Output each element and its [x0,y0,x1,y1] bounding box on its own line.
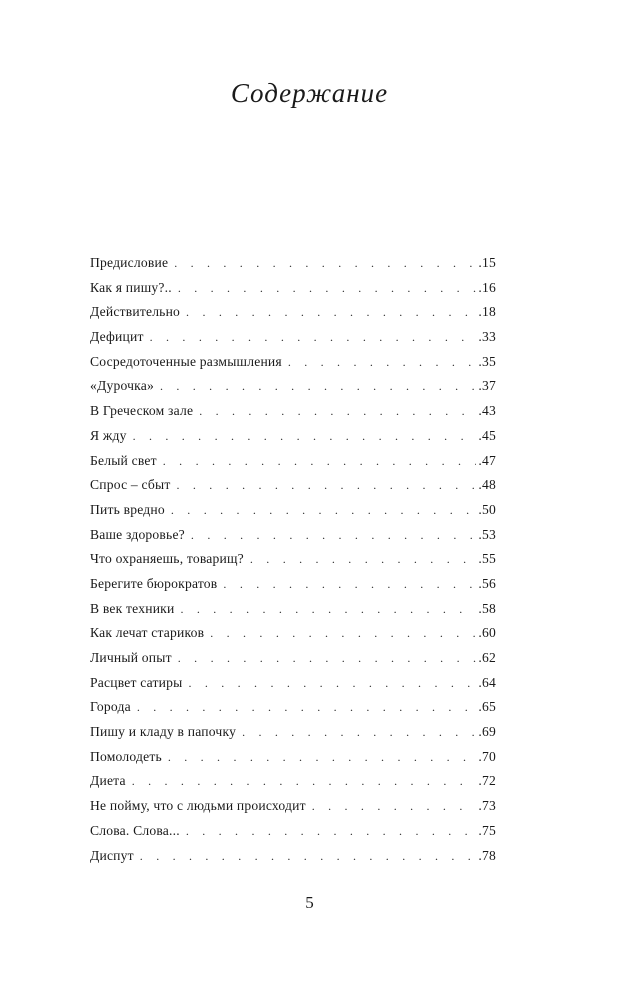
toc-leader-dots [242,720,476,745]
toc-entry-title: «Дурочка» [90,378,154,394]
toc-entry-title: Расцвет сатиры [90,674,183,690]
toc-leader-dots [132,769,477,794]
toc-entry-title: Белый свет [90,452,157,468]
toc-entry-title: В Греческом зале [90,403,194,419]
toc-leader-dots [188,671,476,696]
toc-entry [90,523,496,548]
toc-leader-dots [133,424,477,449]
toc-entry-page: .33 [478,329,496,345]
toc-entry-page: .73 [478,798,496,814]
page-title: Содержание [230,78,389,108]
toc-entry [90,547,496,572]
toc-entry-page: .18 [478,304,496,320]
toc-entry-title: Слова. Слова... [90,822,180,838]
toc-entry-page: .43 [478,403,496,419]
toc-entry-page: .55 [478,551,496,567]
toc-entry-title: Предисловие [90,255,169,270]
toc-leader-dots [191,523,476,548]
toc-leader-dots [178,276,477,301]
toc-leader-dots [199,399,476,424]
toc-entry-title: Личный опыт [90,650,172,665]
toc-leader-dots [177,473,477,498]
toc-entry-page: .78 [478,847,496,863]
toc-entry [90,572,496,597]
toc-entry-page: .75 [478,822,496,838]
toc-entry-title: Что охраняешь, товарищ? [90,551,244,567]
toc-entry [90,621,496,646]
toc-leader-dots [223,572,476,597]
toc-entry-title: Я жду [90,427,127,443]
toc-leader-dots [163,449,477,474]
toc-leader-dots [186,819,477,844]
toc-entry-page: .47 [478,452,496,468]
toc-entry-title: Ваше здоровье? [90,526,185,542]
toc-entry [90,769,496,794]
toc-entry-page: .65 [478,699,496,715]
toc-entry-page: .16 [478,279,496,295]
toc-leader-dots [250,547,477,572]
toc-entry [90,720,496,745]
toc-leader-dots [178,646,477,671]
toc-entry-title: Диспут [90,847,134,863]
toc-entry-title: Пить вредно [90,501,165,517]
toc-leader-dots [174,251,476,276]
toc-leader-dots [186,300,476,325]
toc-entry-page: .58 [478,600,496,616]
toc-entry [90,597,496,622]
toc-entry-title: В век техники [90,600,175,616]
toc-entry-page: .37 [478,378,496,394]
toc-entry [90,745,496,770]
toc-entry-page: .69 [478,724,496,740]
toc-entry [90,300,496,325]
toc-entry-title: Как лечат стариков [90,625,205,641]
toc-entry [90,671,496,696]
toc-leader-dots [150,325,477,350]
toc-entry-page: .72 [478,773,496,789]
toc-entry [90,695,496,720]
toc-entry [90,794,496,819]
toc-leader-dots [171,498,477,523]
toc-entry-page: .53 [478,526,496,542]
toc-entry [90,844,496,869]
toc-entry-title: Пишу и кладу в папочку [90,724,237,740]
toc-entry-page: .45 [478,427,496,443]
toc-entry [90,498,496,523]
toc-leader-dots [288,350,477,375]
toc-entry [90,473,496,498]
toc-entry [90,424,496,449]
toc-entry-page: .70 [478,748,496,764]
toc-entry-title: Действительно [90,304,181,320]
toc-entry-title: Не пойму, что с людьми происходит [90,798,306,814]
toc-entry [90,646,496,671]
toc-entry-title: Города [90,699,131,715]
toc-leader-dots [168,745,477,770]
toc-entry-page: .50 [478,501,496,517]
toc-entry-title: Как я пишу?.. [90,279,172,295]
toc-entry-page: .35 [478,353,496,369]
page-number: 5 [305,893,314,912]
table-of-contents [90,251,496,868]
toc-entry [90,399,496,424]
toc-entry-page: .60 [478,625,496,641]
toc-entry [90,350,496,375]
toc-entry-page: .56 [478,575,496,591]
toc-leader-dots [312,794,477,819]
toc-entry-page: .64 [478,674,496,690]
toc-entry-title: Спрос – сбыт [90,477,171,493]
toc-leader-dots [140,844,477,869]
toc-entry [90,374,496,399]
toc-leader-dots [137,695,477,720]
toc-entry-page: .62 [478,650,496,665]
toc-entry [90,449,496,474]
toc-entry [90,276,496,301]
toc-entry [90,325,496,350]
toc-entry-title: Диета [90,773,126,789]
toc-entry-title: Берегите бюрократов [90,575,218,591]
toc-entry [90,251,496,276]
toc-leader-dots [180,597,476,622]
toc-entry-title: Помолодеть [90,748,162,764]
toc-entry [90,819,496,844]
toc-entry-page: .15 [478,255,496,270]
toc-leader-dots [210,621,476,646]
toc-leader-dots [160,374,476,399]
toc-entry-title: Сосредоточенные размышления [90,353,282,369]
toc-entry-title: Дефицит [90,329,144,345]
toc-entry-page: .48 [478,477,496,493]
